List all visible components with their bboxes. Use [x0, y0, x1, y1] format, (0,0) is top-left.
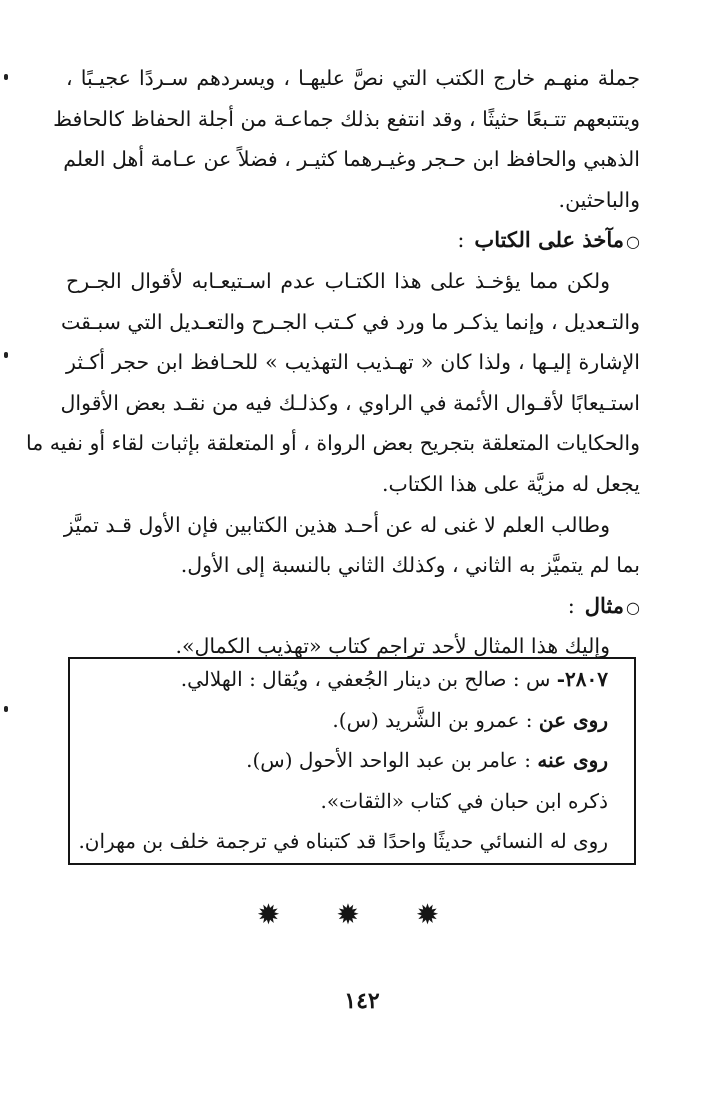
margin-mark [4, 352, 8, 358]
text-line: وطالب العلم لا غنى له عن أحـد هذين الكتابين فإن الأول قـد تميَّز [63, 512, 610, 537]
text-line: استـيعابًا لأقـوال الأئمة في الراوي ، وكذلـك فيه من نقـد بعض الأقوال [60, 390, 640, 415]
text-line: جملة منهـم خارج الكتب التي نصَّ عليهـا ، ويسردهم سـردًا عجيـبًا ، [66, 66, 640, 90]
heading-title: مثال [584, 592, 625, 618]
margin-mark [4, 706, 8, 712]
text-line: ويتتبعهم تتـبعًا حثيثًا ، وقد انتفع بذلك جماعـة من أجلة الحفاظ كالحافظ [53, 106, 640, 131]
margin-mark [4, 74, 8, 80]
text-line: يجعل له مزيَّة على هذا الكتاب. [381, 471, 640, 496]
entry-text: : عمرو بن الشَّريد (س). [332, 707, 539, 732]
entry-label: روى عن [538, 707, 608, 732]
text-line: الذهبي والحافظ ابن حـجر وغيـرهما كثيـر ، فضلاً عن عـامة أهل العلم [63, 147, 640, 172]
section-divider [0, 898, 724, 931]
entry-number: ٢٨٠٧- [556, 667, 608, 691]
page-number: ١٤٢ [344, 988, 380, 1014]
text-line: والحكايات المتعلقة بتجريح بعض الرواة ، أو المتعلقة بإثبات لقاء أو نفيه ما [26, 431, 640, 456]
entry-line-4: ذكره ابن حبان في كتاب «الثقات». [320, 788, 608, 813]
text-line: الإشارة إليـها ، ولذا كان « تهـذيب التهذيب » للحـافظ ابن حجر أكـثر [66, 350, 640, 375]
section-heading-critiques [66, 220, 640, 261]
main-text [26, 58, 640, 667]
heading-title: مآخذ على الكتاب [474, 227, 625, 253]
entry-line-5: روى له النسائي حديثًا واحدًا قد كتبناه في ترجمة خلف بن مهران. [78, 829, 608, 854]
paragraph-3 [63, 505, 640, 586]
entry-line-3 [82, 740, 608, 781]
paragraph-2 [26, 261, 640, 505]
heading-colon: : [567, 593, 575, 618]
paragraph-1 [53, 58, 640, 220]
example-intro: وإليك هذا المثال لأحد تراجم كتاب «تهذيب الكمال». [175, 634, 610, 659]
heading-colon: : [457, 228, 465, 253]
circle-bullet-icon: ○ [626, 232, 640, 252]
entry-line-2 [82, 700, 608, 741]
entry-label: روى عنه [537, 748, 608, 773]
section-heading-example [66, 586, 640, 627]
entry-text: س : صالح بن دينار الجُعفي ، ويُقال : الهلالي. [180, 667, 557, 691]
text-line: والباحثين. [558, 187, 640, 212]
example-entry-box [68, 657, 636, 865]
star-icon: ✹ [336, 898, 388, 931]
text-line: ولكن مما يؤخـذ على هذا الكتـاب عدم اسـتيعـابه لأقوال الجـرح [66, 268, 610, 293]
entry-text: : عامر بن عبد الواحد الأحول (س). [246, 748, 538, 773]
text-line: بما لم يتميَّز به الثاني ، وكذلك الثاني بالنسبة إلى الأول. [180, 553, 640, 578]
text-line: والتـعديل ، وإنما يذكـر ما ورد في كـتب الجـرح والتعـديل التي سبـقت [61, 309, 640, 334]
star-icon: ✹ [415, 898, 468, 931]
circle-bullet-icon: ○ [626, 597, 640, 617]
entry-line-1 [82, 659, 608, 700]
star-icon: ✹ [256, 898, 309, 931]
